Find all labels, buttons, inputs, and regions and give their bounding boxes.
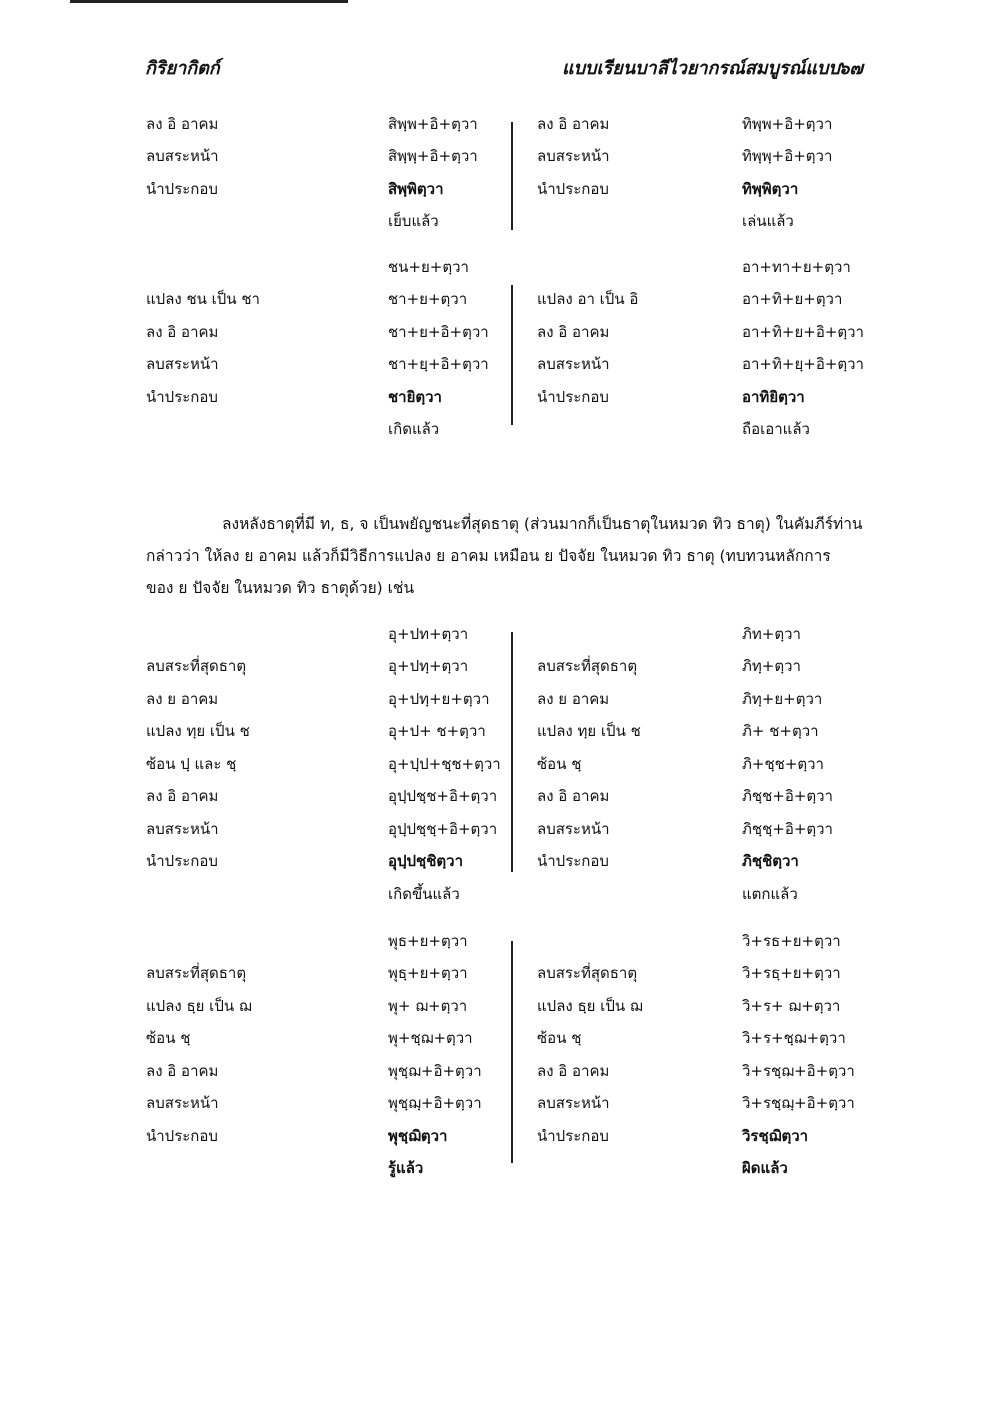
step-form: พุธฺ+ย+ตฺวา xyxy=(388,964,468,982)
column-divider xyxy=(511,122,513,230)
step-form: อา+ทิ+ยฺ+อิ+ตฺวา xyxy=(742,355,864,373)
step-form: วิ+รชฺฌ+อิ+ตฺวา xyxy=(742,1062,855,1080)
step-label: ลง อิ อาคม xyxy=(146,787,219,805)
meaning: แตกแล้ว xyxy=(742,885,798,903)
step-label: ลบสระที่สุดธาตุ xyxy=(146,964,247,982)
step-form: ภิชฺชฺ+อิ+ตฺวา xyxy=(742,820,833,838)
result-form: ภิชฺชิตฺวา xyxy=(742,852,799,870)
result-form: ทิพฺพิตฺวา xyxy=(742,180,799,198)
step-label: นำประกอบ xyxy=(537,852,609,870)
step-form: ชา+ย+อิ+ตฺวา xyxy=(388,323,489,341)
step-label: ลบสระหน้า xyxy=(146,147,219,165)
step-form: วิ+รธฺ+ย+ตฺวา xyxy=(742,964,841,982)
step-label: ลง อิ อาคม xyxy=(146,1062,219,1080)
meaning: รู้แล้ว xyxy=(388,1159,424,1177)
step-form: ภิ+ชฺช+ตฺวา xyxy=(742,755,824,773)
step-label: ลง ย อาคม xyxy=(146,690,219,708)
step-label: นำประกอบ xyxy=(537,1127,609,1145)
step-form: อุปฺปชฺช+อิ+ตฺวา xyxy=(388,787,498,805)
step-label: ลบสระที่สุดธาตุ xyxy=(537,964,638,982)
step-form: อุ+ปทฺ+ย+ตฺวา xyxy=(388,690,490,708)
step-form: พุชฺฌ+อิ+ตฺวา xyxy=(388,1062,482,1080)
step-form: อา+ทิ+ย+อิ+ตฺวา xyxy=(742,323,864,341)
step-form: พุ+ ฌ+ตฺวา xyxy=(388,997,468,1015)
paragraph-line: ของ ย ปัจจัย ในหมวด ทิว ธาตุด้วย) เช่น xyxy=(146,579,415,597)
step-form: ทิพฺพ+อิ+ตฺวา xyxy=(742,115,833,133)
step-label: แปลง ชน เป็น ชา xyxy=(146,290,260,308)
step-label: ลบสระที่สุดธาตุ xyxy=(537,657,638,675)
result-form: ชายิตฺวา xyxy=(388,388,442,406)
step-label: ลง อิ อาคม xyxy=(537,115,610,133)
step-form: วิ+ร+ ฌ+ตฺวา xyxy=(742,997,841,1015)
step-form: ภิ+ ช+ตฺวา xyxy=(742,722,819,740)
step-label: ลบสระหน้า xyxy=(146,1094,219,1112)
step-form: วิ+รธ+ย+ตฺวา xyxy=(742,932,841,950)
column-divider xyxy=(511,285,513,425)
step-label: นำประกอบ xyxy=(146,180,218,198)
meaning: เกิดขึ้นแล้ว xyxy=(388,885,460,903)
step-label: ลบสระที่สุดธาตุ xyxy=(146,657,247,675)
paragraph-line: ลงหลังธาตุที่มี ท, ธ, จ เป็นพยัญชนะที่สุดธาตุ (ส่วนมากก็เป็นธาตุในหมวด ทิว ธาตุ) ในคัมภีร์ท่าน xyxy=(222,515,863,533)
step-label: ลบสระหน้า xyxy=(537,820,610,838)
result-form: อาทิยิตฺวา xyxy=(742,388,805,406)
step-label: ลง ย อาคม xyxy=(537,690,610,708)
step-label: ซ้อน ชฺ xyxy=(537,1029,582,1047)
step-form: ชน+ย+ตฺวา xyxy=(388,258,469,276)
result-form: พุชฺฌิตฺวา xyxy=(388,1127,448,1145)
step-label: ลบสระหน้า xyxy=(146,820,219,838)
step-form: ชา+ยฺ+อิ+ตฺวา xyxy=(388,355,489,373)
meaning: เกิดแล้ว xyxy=(388,420,440,438)
step-label: นำประกอบ xyxy=(146,852,218,870)
step-label: แปลง ทฺย เป็น ช xyxy=(146,722,250,740)
result-form: วิรชฺฌิตฺวา xyxy=(742,1127,809,1145)
step-form: สิพฺพ+อิ+ตฺวา xyxy=(388,115,478,133)
step-label: นำประกอบ xyxy=(146,1127,218,1145)
step-label: แปลง ธฺย เป็น ฌ xyxy=(537,997,643,1015)
step-label: นำประกอบ xyxy=(537,180,609,198)
step-form: สิพฺพฺ+อิ+ตฺวา xyxy=(388,147,478,165)
explanation-paragraph xyxy=(146,508,874,604)
step-label: ลบสระหน้า xyxy=(537,355,610,373)
book-title: แบบเรียนบาลีไวยากรณ์สมบูรณ์แบบ xyxy=(562,58,840,79)
step-form: ชา+ย+ตฺวา xyxy=(388,290,468,308)
column-divider xyxy=(511,941,513,1163)
meaning: ถือเอาแล้ว xyxy=(742,420,810,438)
step-label: ซ้อน ชฺ xyxy=(146,1029,191,1047)
step-label: แปลง อา เป็น อิ xyxy=(537,290,639,308)
result-form: อุปฺปชฺชิตฺวา xyxy=(388,852,463,870)
step-form: อุ+ปท+ตฺวา xyxy=(388,625,469,643)
result-form: สิพฺพิตฺวา xyxy=(388,180,444,198)
step-label: ลง อิ อาคม xyxy=(537,1062,610,1080)
step-form: อุ+ปทฺ+ตฺวา xyxy=(388,657,469,675)
step-form: อา+ทิ+ย+ตฺวา xyxy=(742,290,843,308)
paragraph-line: กล่าวว่า ให้ลง ย อาคม แล้วก็มีวิธีการแปลง ย อาคม เหมือน ย ปัจจัย ในหมวด ทิว ธาตุ (ทบทวนหลักการ xyxy=(146,547,831,565)
step-form: อา+ทา+ย+ตฺวา xyxy=(742,258,851,276)
step-form: พุ+ชฺฌ+ตฺวา xyxy=(388,1029,473,1047)
step-label: ซ้อน ชฺ xyxy=(537,755,582,773)
running-title: กิริยากิตก์ xyxy=(145,58,220,79)
step-form: อุ+ป+ ช+ตฺวา xyxy=(388,722,486,740)
step-label: ลง อิ อาคม xyxy=(537,787,610,805)
step-label: ลง อิ อาคม xyxy=(146,115,219,133)
meaning: ผิดแล้ว xyxy=(742,1159,788,1177)
step-label: ลบสระหน้า xyxy=(537,1094,610,1112)
step-form: ภิชฺช+อิ+ตฺวา xyxy=(742,787,833,805)
step-form: ทิพฺพฺ+อิ+ตฺวา xyxy=(742,147,833,165)
step-form: พุชฺฌฺ+อิ+ตฺวา xyxy=(388,1094,482,1112)
step-label: ลง อิ อาคม xyxy=(537,323,610,341)
step-form: ภิทฺ+ตฺวา xyxy=(742,657,801,675)
step-form: อุ+ปฺป+ชฺช+ตฺวา xyxy=(388,755,501,773)
column-divider xyxy=(511,632,513,872)
step-form: ภิท+ตฺวา xyxy=(742,625,801,643)
step-form: วิ+ร+ชฺฌ+ตฺวา xyxy=(742,1029,846,1047)
page-number: ๖๗ xyxy=(838,58,863,79)
meaning: เล่นแล้ว xyxy=(742,212,794,230)
step-label: ซ้อน ปฺ และ ชฺ xyxy=(146,755,237,773)
step-label: นำประกอบ xyxy=(146,388,218,406)
step-label: ลง อิ อาคม xyxy=(146,323,219,341)
step-label: นำประกอบ xyxy=(537,388,609,406)
step-form: อุปฺปชฺชฺ+อิ+ตฺวา xyxy=(388,820,498,838)
step-label: ลบสระหน้า xyxy=(537,147,610,165)
step-form: วิ+รชฺฌฺ+อิ+ตฺวา xyxy=(742,1094,855,1112)
step-label: แปลง ทฺย เป็น ช xyxy=(537,722,641,740)
meaning: เย็บแล้ว xyxy=(388,212,439,230)
step-form: พุธ+ย+ตฺวา xyxy=(388,932,468,950)
step-label: ลบสระหน้า xyxy=(146,355,219,373)
step-label: แปลง ธฺย เป็น ฌ xyxy=(146,997,252,1015)
top-rule xyxy=(70,0,348,3)
step-form: ภิทฺ+ย+ตฺวา xyxy=(742,690,823,708)
